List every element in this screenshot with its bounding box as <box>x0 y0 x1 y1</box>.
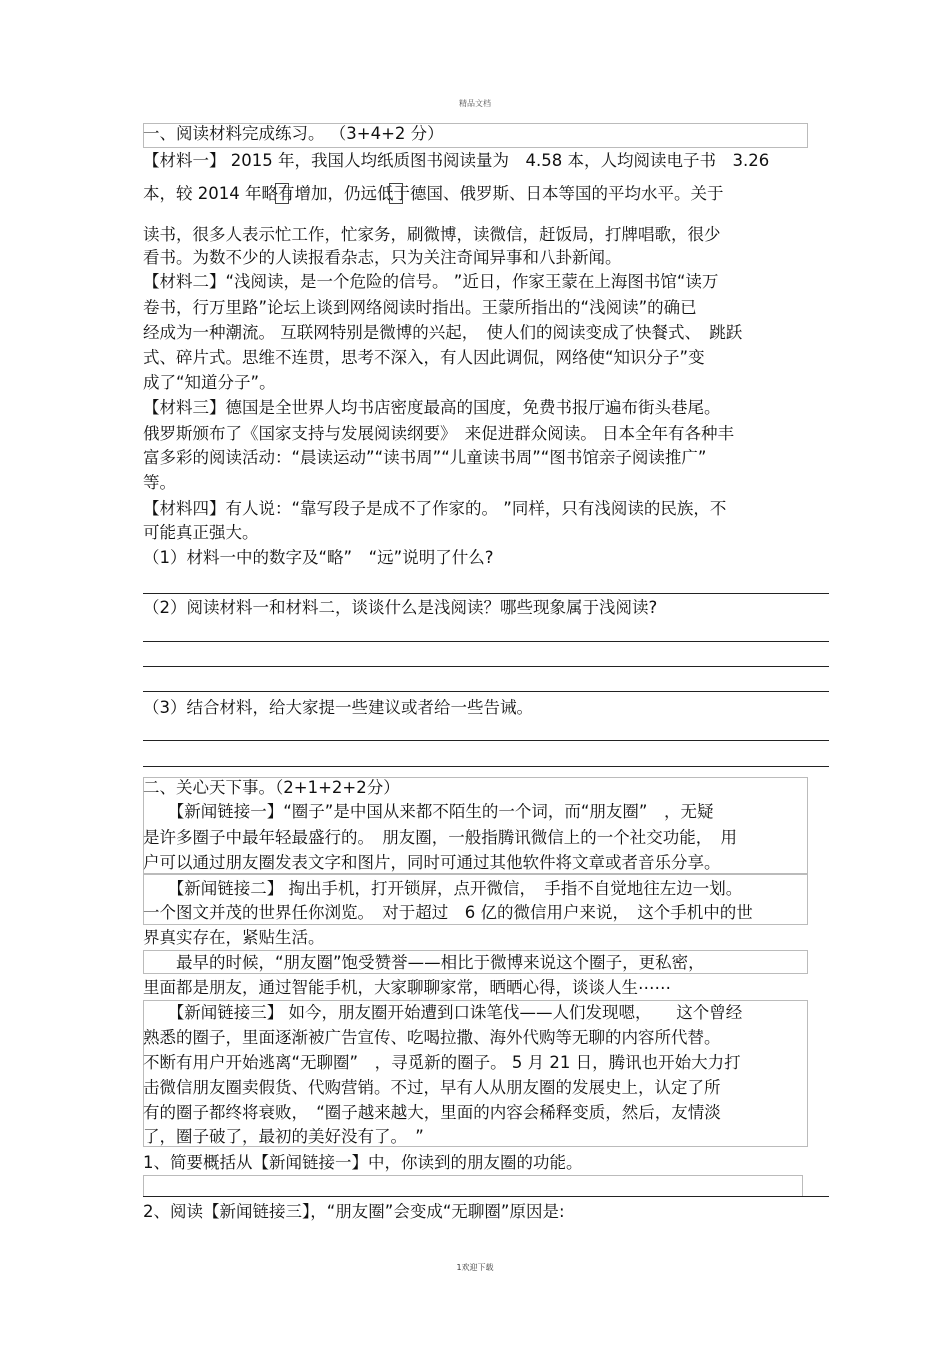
question-s2-1: 1、简要概括从【新闻链接一】中，你读到的朋友圈的功能。 <box>143 1153 583 1172</box>
news-line: 界真实存在，紧贴生活。 <box>143 928 325 947</box>
news-line: 【新闻链接二】 掏出手机，打开锁屏，点开微信， 手指不自觉地往左边一划。 <box>143 879 743 898</box>
news-line: 最早的时候，“朋友圈”饱受赞誉——相比于微博来说这个圈子，更私密， <box>143 953 705 972</box>
material-line: 式、碎片式。思维不连贯，思考不深入，有人因此调侃，网络使“知识分子”变 <box>143 348 705 367</box>
news-line: 熟悉的圈子，里面逐渐被广告宣传、吃喝拉撒、海外代购等无聊的内容所代替。 <box>143 1028 721 1047</box>
answer-box-1 <box>143 1175 803 1197</box>
news-line: 有的圈子都终将衰败， “圈子越来越大，里面的内容会稀释变质，然后，友情淡 <box>143 1103 721 1122</box>
material-line: 卷书，行万里路”论坛上谈到网络阅读时指出。王蒙所指出的“浅阅读”的确已 <box>143 298 697 317</box>
answer-line[interactable] <box>143 691 829 692</box>
material-line: 【材料四】有人说：“靠写段子是成不了作家的。 ”同样，只有浅阅读的民族，不 <box>143 499 727 518</box>
material-line: 等。 <box>143 473 176 492</box>
answer-line[interactable] <box>143 1196 829 1197</box>
material-line: 可能真正强大。 <box>143 523 259 542</box>
answer-line[interactable] <box>143 593 829 594</box>
answer-line[interactable] <box>143 641 829 642</box>
news-line: 一个图文并茂的世界任你浏览。 对于超过 6 亿的微信用户来说， 这个手机中的世 <box>143 903 753 922</box>
news-line: 【新闻链接一】“圈子”是中国从来都不陌生的一个词，而“朋友圈” ，无疑 <box>143 802 714 821</box>
material-line: 成了“知道分子”。 <box>143 373 276 392</box>
news-line: 里面都是朋友，通过智能手机，大家聊聊家常，晒晒心得，谈谈人生⋯⋯ <box>143 978 671 997</box>
material-line: 【材料二】“浅阅读，是一个危险的信号。 ”近日，作家王蒙在上海图书馆“读万 <box>143 272 719 291</box>
material-line: 经成为一种潮流。 互联网特别是微博的兴起， 使人们的阅读变成了快餐式、 跳跃 <box>143 323 743 342</box>
page-header: 精品文档 <box>459 99 491 108</box>
highlight-mark <box>275 183 289 204</box>
section1-title: 一、阅读材料完成练习。 （3+4+2 分） <box>143 124 444 143</box>
question-s2-2: 2、阅读【新闻链接三】，“朋友圈”会变成“无聊圈”原因是: <box>143 1202 565 1221</box>
material-line: 读书，很多人表示忙工作，忙家务，刷微博，读微信，赶饭局，打牌唱歌，很少 <box>143 225 721 244</box>
material-line: 俄罗斯颁布了《国家支持与发展阅读纲要》 来促进群众阅读。 日本全年有各种丰 <box>143 424 734 443</box>
material-line: 【材料一】 2015 年，我国人均纸质图书阅读量为 4.58 本，人均阅读电子书 3.26 <box>143 151 770 170</box>
material-line: 本，较 2014 年略有增加，仍远低于德国、俄罗斯、日本等国的平均水平。关于 <box>143 184 724 203</box>
material-line: 看书。为数不少的人读报看杂志，只为关注奇闻异事和八卦新闻。 <box>143 248 622 267</box>
answer-line[interactable] <box>143 740 829 741</box>
news-line: 户可以通过朋友圈发表文字和图片，同时可通过其他软件将文章或者音乐分享。 <box>143 853 721 872</box>
material-line: 【材料三】德国是全世界人均书店密度最高的国度，免费书报厅遍布街头巷尾。 <box>143 398 721 417</box>
news-line: 了，圈子破了，最初的美好没有了。 ” <box>143 1127 424 1146</box>
question-1: （1）材料一中的数字及“略” “远”说明了什么? <box>143 548 494 567</box>
news-line: 是许多圈子中最年轻最盛行的。 朋友圈，一般指腾讯微信上的一个社交功能， 用 <box>143 828 737 847</box>
news-line: 不断有用户开始逃离“无聊圈” ，寻觅新的圈子。 5 月 21 日，腾讯也开始大力打 <box>143 1053 741 1072</box>
news-line: 【新闻链接三】 如今，朋友圈开始遭到口诛笔伐——人们发现嗯， 这个曾经 <box>143 1003 743 1022</box>
highlight-mark <box>389 183 403 204</box>
answer-line[interactable] <box>143 666 829 667</box>
news-line: 击微信朋友圈卖假货、代购营销。不过，早有人从朋友圈的发展史上，认定了所 <box>143 1078 721 1097</box>
answer-line[interactable] <box>143 766 829 767</box>
section2-title: 二、关心天下事。（2+1+2+2分） <box>143 778 400 797</box>
material-line: 富多彩的阅读活动：“晨读运动”“读书周”“儿童读书周”“图书馆亲子阅读推广” <box>143 448 707 467</box>
page-footer: 1欢迎下载 <box>456 1263 494 1272</box>
question-2: （2）阅读材料一和材料二，谈谈什么是浅阅读？哪些现象属于浅阅读? <box>143 598 658 617</box>
question-3: （3）结合材料，给大家提一些建议或者给一些告诫。 <box>143 698 533 717</box>
